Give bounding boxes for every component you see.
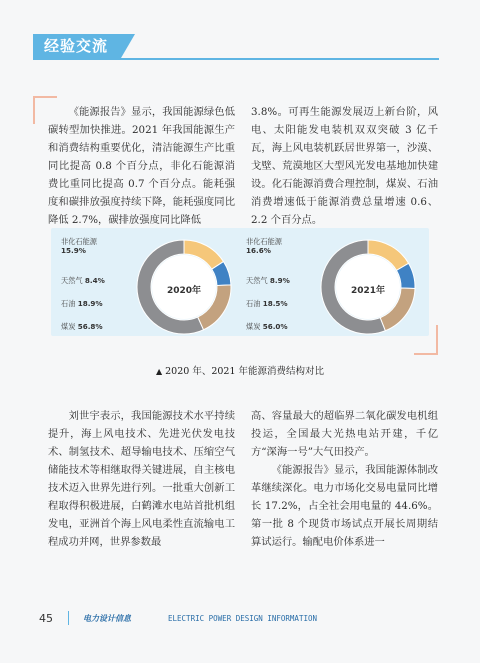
paragraph: 3.8%。可再生能源发展迈上新台阶，风电、太阳能发电装机双双突破 3 亿千瓦，海上风电装机跃居世界第一，沙漠、戈壁、荒漠地区大型风光发电基地加快建设。化石能源消费合理控制，煤炭、石油消费增速低于能源消费总量增速 0.6、2.2 个百分点。 xyxy=(251,106,438,226)
chart2021-label-coal-value: 56.0% xyxy=(262,322,288,331)
section-title: 经验交流 xyxy=(33,34,121,58)
corner-ornament-top-left-vertical xyxy=(33,96,35,124)
article-column-bottom-left xyxy=(48,407,235,551)
chart2020-label-coal-value: 56.8% xyxy=(77,322,103,331)
chart2020-label-gas-value: 8.4% xyxy=(84,276,105,285)
article-column-top-left xyxy=(48,103,235,229)
chart2020-label-coal-name: 煤炭 xyxy=(61,322,76,331)
section-title-edge xyxy=(121,34,135,58)
paragraph: 刘世宇表示，我国能源技术水平持续提升，海上风电技术、先进光伏发电技术、制氢技术、超导输电技术、压缩空气储能技术等相继取得关键进展，自主核电技术迈入世界先进行列。一批重大创新工程取得积极进展，白鹤滩水电站首批机组发电，亚洲首个海上风电柔性直流输电工程成功并网，世界参数最 xyxy=(48,410,235,548)
chart2021-label-oil-value: 18.5% xyxy=(262,299,288,308)
energy-structure-figure xyxy=(51,228,429,336)
chart2021-label-nonfossil xyxy=(246,237,282,255)
figure-caption xyxy=(0,363,480,377)
article-column-top-right xyxy=(251,103,438,229)
chart2020-center-title: 2020年 xyxy=(166,286,202,296)
chart2020-label-nonfossil-value: 15.9% xyxy=(61,246,86,255)
chart2021-center-title: 2021年 xyxy=(350,286,386,296)
chart2021-label-coal xyxy=(246,322,288,331)
chart2021-label-oil-name: 石油 xyxy=(246,299,261,308)
chart2021-label-nonfossil-value: 16.6% xyxy=(246,246,271,255)
paragraph: 《能源报告》显示，我国能源绿色低碳转型加快推进。2021 年我国能源生产和消费结构重要优化，清洁能源生产比重同比提高 0.8 个百分点，非化石能源消费比重同比提高 0.7 个百分点。能耗强度和碳排放强度持续下降，能耗强度同比降低 2.7%，碳排放强度同比降低 xyxy=(48,106,235,226)
paragraph: 《能源报告》显示，我国能源体制改革继续深化。电力市场化交易电量同比增长 17.2%，占全社会用电量的 44.6%。第一批 8 个现货市场试点开展长周期结算试运行。输配电价体系进一 xyxy=(251,464,438,548)
chart2020-label-gas-name: 天然气 xyxy=(61,276,83,285)
chart2020-label-coal xyxy=(61,322,103,331)
chart2020-label-oil-name: 石油 xyxy=(61,299,76,308)
chart2021-label-oil xyxy=(246,299,288,308)
footer-divider xyxy=(68,611,69,625)
chart2021-label-gas xyxy=(246,276,290,285)
chart2020-label-nonfossil xyxy=(61,237,97,255)
chart2021-label-coal-name: 煤炭 xyxy=(246,322,261,331)
journal-name-en: ELECTRIC POWER DESIGN INFORMATION xyxy=(168,614,318,623)
figure-caption-text: 2020 年、2021 年能源消费结构对比 xyxy=(165,366,325,377)
chart2020-label-oil xyxy=(61,299,103,308)
chart2021-label-gas-name: 天然气 xyxy=(246,276,268,285)
corner-ornament-bottom-right xyxy=(414,353,438,355)
chart2020-label-oil-value: 18.9% xyxy=(77,299,103,308)
chart2020-label-gas xyxy=(61,276,105,285)
donut-charts xyxy=(51,228,429,336)
paragraph: 高、容量最大的超临界二氧化碳发电机组投运，全国最大光热电站开建，千亿方“深海一号”大气田投产。 xyxy=(251,410,438,458)
header-rule xyxy=(33,58,439,60)
corner-ornament-top-left xyxy=(33,96,57,98)
journal-name-cn: 电力设计信息 xyxy=(83,614,131,623)
article-column-bottom-right xyxy=(251,407,438,551)
triangle-icon: ▲ xyxy=(155,367,163,376)
chart2021-label-nonfossil-name: 非化石能源 xyxy=(246,237,282,246)
page-number: 45 xyxy=(39,612,53,625)
chart2020-label-nonfossil-name: 非化石能源 xyxy=(61,237,97,246)
chart2021-label-gas-value: 8.9% xyxy=(269,276,290,285)
corner-ornament-bottom-right-vertical xyxy=(436,325,438,355)
